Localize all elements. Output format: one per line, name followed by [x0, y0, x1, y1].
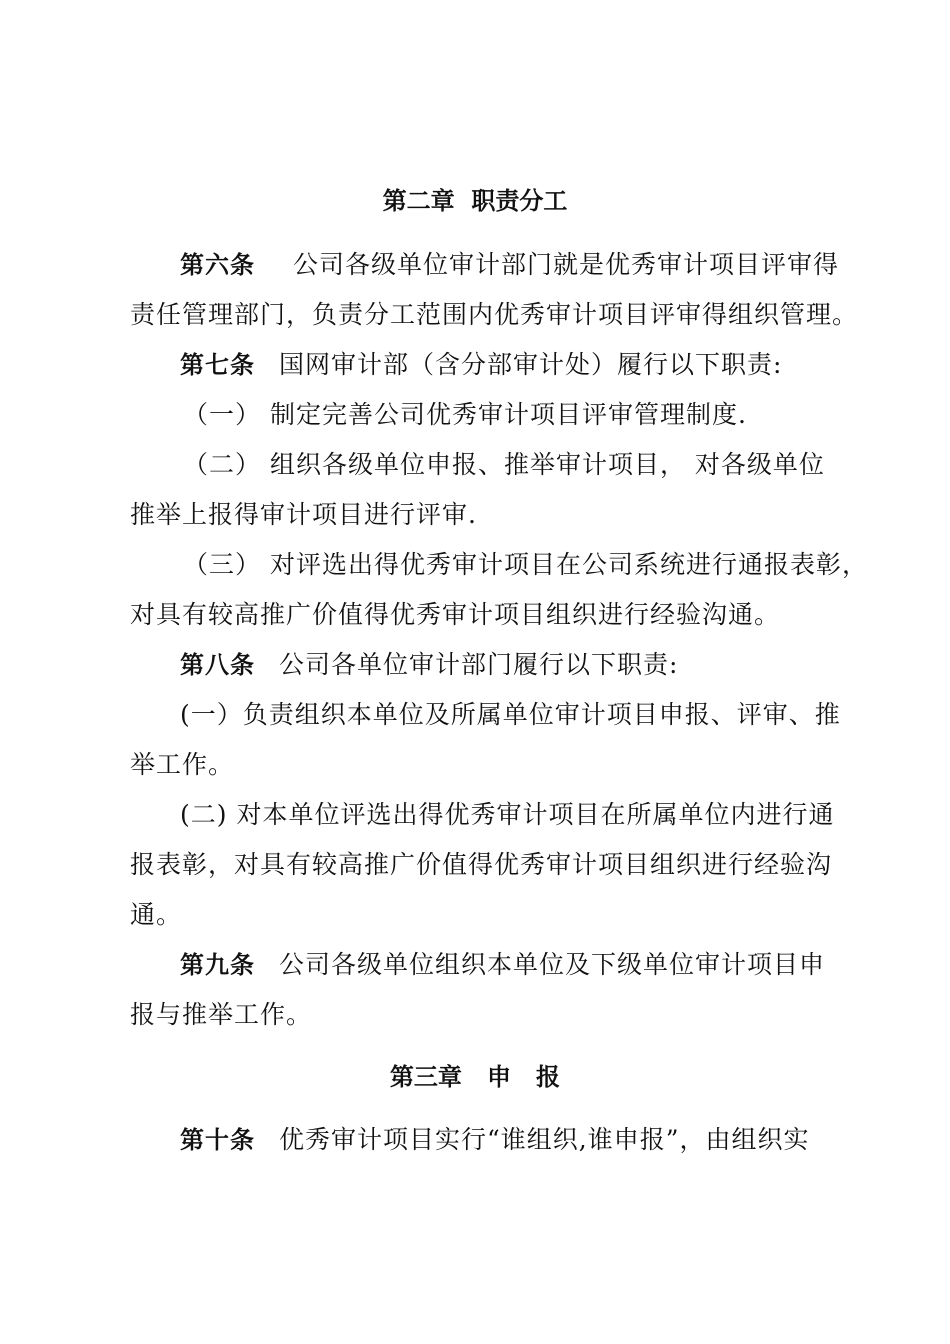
article-9-text-2: 报与推举工作。	[130, 1000, 313, 1029]
article-8-line-1	[180, 650, 830, 680]
article-7-text-1: 国网审计部（含分部审计处）履行以下职责:	[279, 350, 783, 379]
article-9-line-1	[180, 950, 830, 980]
article-8-label: 第八条	[180, 651, 255, 679]
article-6-text-1: 公司各级单位审计部门就是优秀审计项目评审得	[293, 250, 840, 279]
article-7-item-3-line-1: （三） 对评选出得优秀审计项目在公司系统进行通报表彰，	[183, 550, 868, 579]
article-8-item-2-line-3: 通。	[130, 900, 183, 929]
article-10-label: 第十条	[180, 1126, 255, 1154]
article-9-label: 第九条	[180, 951, 255, 979]
article-7-item-3-line-2: 对具有较高推广价值得优秀审计项目组织进行经验沟通。	[130, 600, 781, 629]
article-8-item-2-line-1: (二) 对本单位评选出得优秀审计项目在所属单位内进行通	[180, 800, 835, 829]
article-7-item-2-line-1: （二） 组织各级单位申报、推举审计项目， 对各级单位	[183, 450, 825, 479]
article-10-text-1: 优秀审计项目实行“谁组织,谁申报”，由组织实	[279, 1125, 810, 1154]
article-6-line-1	[180, 250, 840, 280]
article-10-line-1	[180, 1125, 830, 1155]
article-8-text-1: 公司各单位审计部门履行以下职责:	[279, 650, 679, 679]
article-6-label: 第六条	[180, 251, 255, 279]
chapter-3-title: 第三章 申 报	[389, 1063, 561, 1091]
article-9-text-1: 公司各级单位组织本单位及下级单位审计项目申	[279, 950, 826, 979]
article-7-item-2-line-2: 推举上报得审计项目进行评审.	[130, 500, 477, 529]
article-7-item-1: （一） 制定完善公司优秀审计项目评审管理制度.	[183, 400, 747, 429]
article-8-item-2-line-2: 报表彰，对具有较高推广价值得优秀审计项目组织进行经验沟	[130, 850, 833, 879]
article-7-label: 第七条	[180, 351, 255, 379]
article-6-text-2: 责任管理部门，负责分工范围内优秀审计项目评审得组织管理。	[130, 300, 859, 329]
article-8-item-1-line-2: 举工作。	[130, 750, 235, 779]
article-7-line-1	[180, 350, 830, 380]
chapter-2-title: 第二章 职责分工	[382, 187, 568, 215]
article-8-item-1-line-1: (一）负责组织本单位及所属单位审计项目申报、评审、推	[180, 700, 841, 729]
